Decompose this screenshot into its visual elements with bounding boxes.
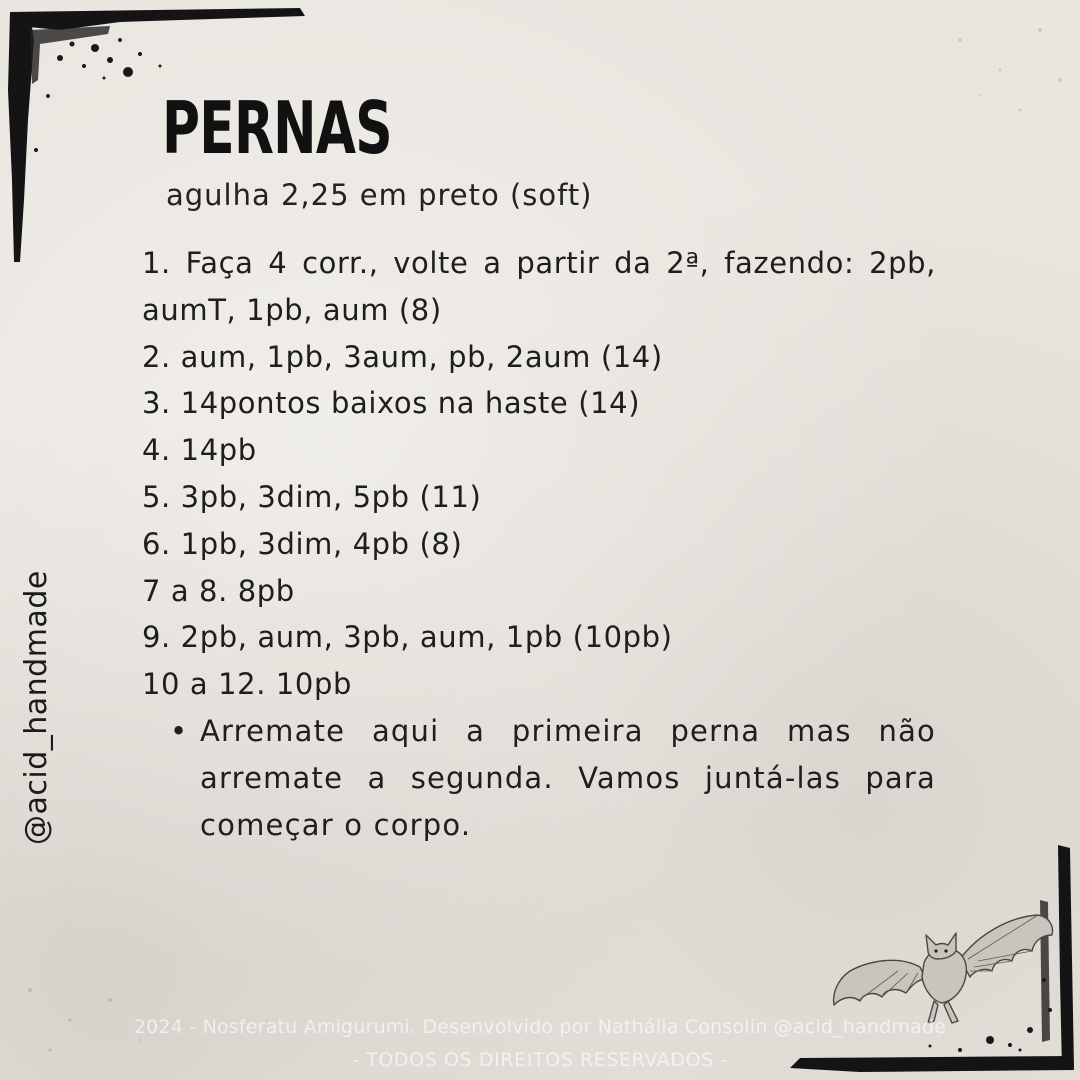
pattern-steps-list bbox=[142, 240, 936, 848]
step-5: 5. 3pb, 3dim, 5pb (11) bbox=[142, 479, 482, 514]
top-left-horizontal-stroke bbox=[10, 8, 305, 30]
page-subtitle: agulha 2,25 em preto (soft) bbox=[166, 178, 593, 212]
step-10-12: 10 a 12. 10pb bbox=[142, 667, 352, 702]
finishing-note-text: Arremate aqui a primeira perna mas não arremate a segunda. Vamos juntá-las para começar o corpo. bbox=[200, 713, 936, 842]
page-title: PERNAS bbox=[162, 86, 392, 170]
top-right-texture bbox=[958, 28, 1062, 112]
rights-reserved-line: - TODOS OS DIREITOS RESERVADOS - bbox=[352, 1049, 728, 1071]
copyright-line: 2024 - Nosferatu Amigurumi. Desenvolvido por Nathália Consolin @acid_handmade bbox=[133, 1016, 947, 1038]
step-6: 6. 1pb, 3dim, 4pb (8) bbox=[142, 526, 463, 561]
step-3: 3. 14pontos baixos na haste (14) bbox=[142, 386, 641, 421]
top-left-speckles bbox=[34, 38, 162, 152]
bullet-icon: • bbox=[170, 713, 188, 748]
side-handle: @acid_handmade bbox=[19, 570, 54, 845]
step-4: 4. 14pb bbox=[142, 433, 257, 468]
top-left-vertical-stroke bbox=[8, 12, 34, 262]
top-left-inner-stroke bbox=[30, 26, 110, 84]
step-2: 2. aum, 1pb, 3aum, pb, 2aum (14) bbox=[142, 339, 663, 374]
step-1: 1. Faça 4 corr., volte a partir da 2ª, fazendo: 2pb, aumT, 1pb, aum (8) bbox=[142, 246, 936, 327]
finishing-note bbox=[142, 708, 936, 848]
step-7-8: 7 a 8. 8pb bbox=[142, 573, 295, 608]
step-9: 9. 2pb, aum, 3pb, aum, 1pb (10pb) bbox=[142, 620, 673, 655]
